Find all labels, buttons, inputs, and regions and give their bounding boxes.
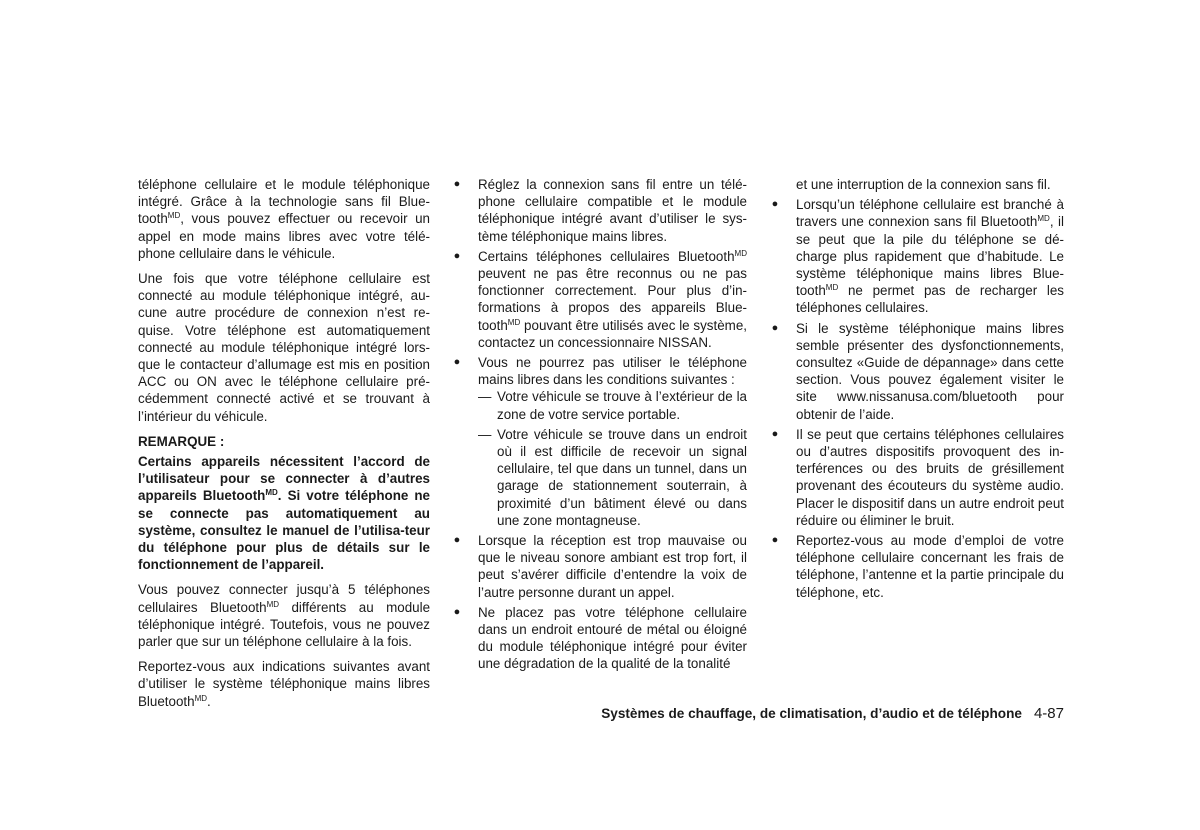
bullet-icon: ● (453, 249, 461, 262)
bullet-list-middle (452, 176, 747, 673)
bullet-icon: ● (453, 534, 461, 547)
bullet-icon: ● (771, 427, 779, 440)
paragraph-intro: téléphone cellulaire et le module téléphonique intégré. Grâce à la technologie sans fil Blue-tooth$^{MD}$, vous pouvez effectuer ou recevoir un appel en mode mains libres avec votre télé-phone cellulaire dans le véhicule. (138, 177, 430, 261)
bullet-icon: ● (453, 356, 461, 369)
remarque-heading: REMARQUE : (138, 433, 225, 449)
list-item: ● Réglez la connexion sans fil entre un télé-phone cellulaire compatible et le module téléphonique intégré avant d’utiliser le sys-tème téléphonique mains libres. (453, 177, 747, 244)
remarque-body: Certains appareils nécessitent l’accord de l’utilisateur pour se connecter à d’autres appareils Bluetooth$^{MD}$. Si votre téléphone ne se connecte pas automatiquement au système, consultez le manuel de l’utilisa-teur du téléphone pour plus de détails sur le fonctionnement de l’appareil. (138, 454, 430, 573)
trademark-md: MD (734, 248, 747, 258)
bullet-list-right (770, 196, 1064, 601)
dash-item: — Votre véhicule se trouve à l’extérieur de la zone de votre service portable. (478, 389, 747, 422)
list-item: ● Il se peut que certains téléphones cellulaires ou d’autres dispositifs provoquent des in-terférences ou des bruits de grésillement provenant des écouteurs du système audio. Placer le dispositif dans un autre endroit peut réduire ou éliminer le bruit. (771, 426, 1064, 528)
page-number: 4-87 (1033, 705, 1064, 722)
list-item: ● Lorsque la réception est trop mauvaise ou que le niveau sonore ambiant est trop fort, il peut s’avérer difficile d’entendre la voix de l’autre personne durant un appel. (453, 533, 747, 600)
dash-icon: — (478, 389, 492, 405)
bullet-icon: ● (453, 605, 461, 618)
bullet-icon: ● (771, 321, 779, 334)
trademark-md: MD (194, 693, 208, 703)
section-title: Systèmes de chauffage, de climatisation, d’audio et de téléphone (601, 706, 1022, 721)
trademark-md: MD (265, 488, 278, 498)
list-item: ● Lorsqu’un téléphone cellulaire est branché à travers une connexion sans fil Bluetooth$^{MD}$, il se peut que la pile du téléphone se dé-charge plus rapidement que d’habitude. Le système téléphonique mains libres Blue-tooth$^{MD}$ ne permet pas de recharger les téléphones cellulaires. (771, 197, 1064, 316)
list-item: ● Vous ne pourrez pas utiliser le téléphone mains libres dans les conditions suivantes : — Votre véhicule se trouve à l’extérieur de la zone de votre service portable. — Votre véhicule se trouve dans un endroit où il est difficile de recevoir un signal cellulaire, tel que dans un tunnel, dans un garage de stationnement souterrain, à proximité d’un bâtiment élevé ou dans une zone montagneuse. (453, 355, 747, 528)
trademark-md: MD (167, 211, 181, 221)
trademark-md: MD (507, 317, 521, 327)
column-middle (452, 176, 747, 676)
trademark-md: MD (266, 599, 280, 609)
column-left (138, 176, 430, 718)
list-item: ● Reportez-vous au mode d’emploi de votre téléphone cellulaire concernant les frais de téléphone, l’antenne et la partie principale du téléphone, etc. (771, 533, 1064, 600)
bullet-icon: ● (771, 534, 779, 547)
page-footer (470, 705, 1064, 722)
trademark-md: MD (825, 283, 839, 293)
dash-icon: — (478, 426, 492, 442)
bullet-icon: ● (453, 178, 461, 190)
list-item: ● Si le système téléphonique mains libres semble présenter des dysfonctionnements, consultez «Guide de dépannage» dans cette section. Vous pouvez également visiter le site www.nissanusa.com/bluetooth pour obtenir de l’aide. (771, 320, 1064, 422)
bullet-icon: ● (771, 198, 779, 211)
paragraph-five-phones: Vous pouvez connecter jusqu’à 5 téléphones cellulaires Bluetooth$^{MD}$ différents au module téléphonique intégré. Toutefois, vous ne pouvez parler que sur un téléphone cellulaire à la fois. (138, 582, 431, 650)
list-continuation: et une interruption de la connexion sans fil. (796, 177, 1051, 192)
dash-list (478, 388, 747, 529)
list-item: ● Certains téléphones cellulaires Bluetooth$^{MD}$ peuvent ne pas être reconnus ou ne pas fonctionner correctement. Pour plus d’in-formations à propos des appareils Blue-tooth$^{MD}$ pouvant être utilisés avec le système, contactez un concessionnaire NISSAN. (453, 248, 747, 350)
column-right (770, 176, 1064, 604)
list-item: ● Ne placez pas votre téléphone cellulaire dans un endroit entouré de métal ou éloigné du module téléphonique intégré pour éviter une dégradation de la qualité de la tonalité (453, 604, 747, 672)
dash-item: — Votre véhicule se trouve dans un endroit où il est difficile de recevoir un signal cellulaire, tel que dans un tunnel, dans un garage de stationnement souterrain, à proximité d’un bâtiment élevé ou dans une zone montagneuse. (478, 426, 747, 528)
paragraph-connection: Une fois que votre téléphone cellulaire est connecté au module téléphonique intégré, au-cune autre procédure de connexion n’est re-quise. Votre téléphone est automatiquement connecté au module téléphonique intégré lors-que le contacteur d’allumage est mis en position ACC ou ON avec le téléphone cellulaire pré-cédemment connecté activé et se trouvant à l’intérieur du véhicule. (138, 271, 430, 424)
paragraph-refer: Reportez-vous aux indications suivantes avant d’utiliser le système téléphonique mains libres Bluetooth$^{MD}$. (138, 659, 430, 709)
trademark-md: MD (1037, 214, 1050, 224)
